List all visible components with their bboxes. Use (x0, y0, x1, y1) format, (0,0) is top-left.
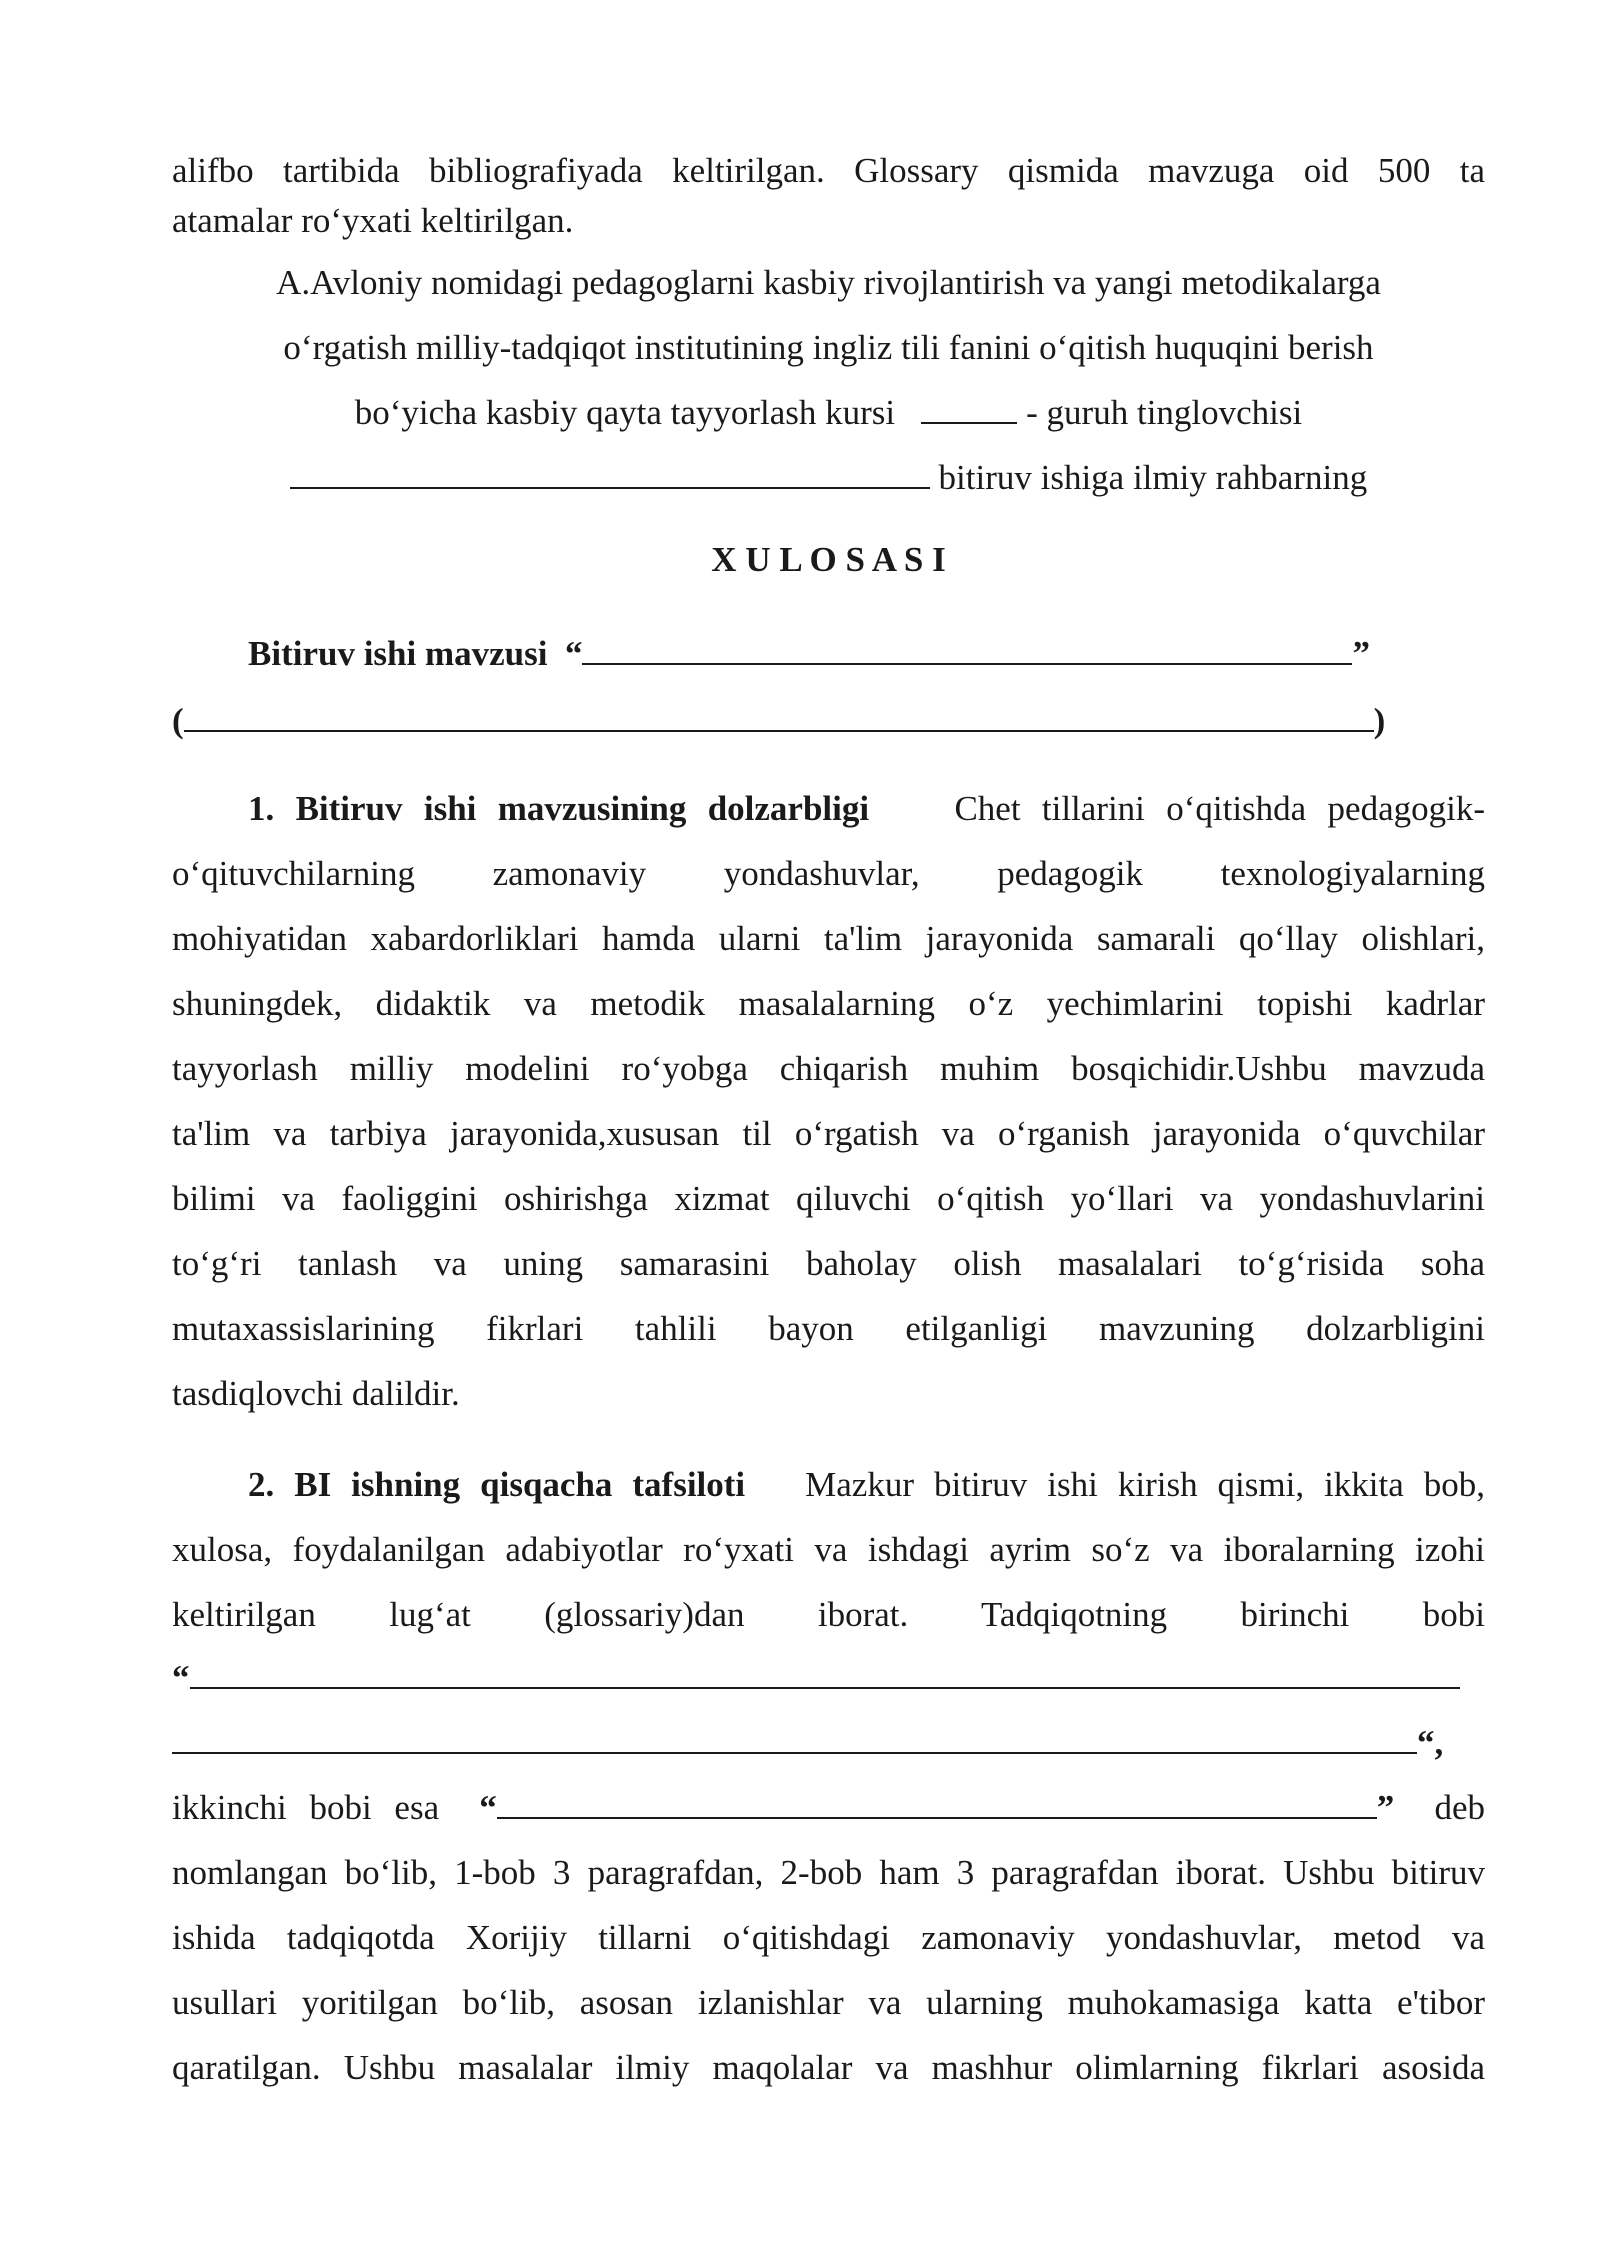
section-2-rest-line-3: usullari yoritilgan bo‘lib, asosan izlanishlar va ularning muhokamasiga katta e'tibor (172, 1983, 1485, 2022)
section-1-line-10: tasdiqlovchi dalildir. (172, 1374, 460, 1413)
chapter1-title-line-2 (172, 1717, 1443, 1768)
intro-line-2: atamalar ro‘yxati keltirilgan. (172, 201, 574, 240)
paren-close: ) (1373, 701, 1386, 740)
section-1-heading: 1. Bitiruv ishi mavzusining dolzarbligi (248, 789, 870, 828)
section-2-rest-line-2: ishida tadqiqotda Xorijiy tillarni o‘qitishdagi zamonaviy yondashuvlar, metod va (172, 1918, 1485, 1957)
chapter2-close-quote: ” (1376, 1788, 1395, 1827)
topic-close-quote: ” (1352, 634, 1370, 673)
chapter2-suffix: deb (1434, 1788, 1485, 1827)
topic-label: Bitiruv ishi mavzusi (248, 634, 548, 673)
chapter1-open-quote: “ (172, 1658, 190, 1697)
section-1-line-7: bilimi va faoliggini oshirishga xizmat qiluvchi o‘qitish yo‘llari va yondashuvlarini (172, 1179, 1485, 1218)
section-1-relevance (172, 776, 1485, 1426)
institute-header (172, 250, 1485, 510)
course-text: bo‘yicha kasbiy qayta tayyorlash kursi (354, 393, 896, 432)
header-line-2: o‘rgatish milliy-tadqiqot institutining ingliz tili fanini o‘qitish huquqini berish (283, 328, 1374, 367)
chapter1-title-blank-2[interactable] (172, 1717, 1417, 1754)
section-2-rest-line-1: nomlangan bo‘lib, 1-bob 3 paragrafdan, 2-bob ham 3 paragrafdan iborat. Ushbu bitiruv (172, 1853, 1485, 1892)
chapter2-title-blank[interactable] (497, 1782, 1377, 1819)
intro-paragraph (172, 146, 1485, 246)
chapter2-title-line (172, 1782, 1485, 1833)
supervisor-text: bitiruv ishiga ilmiy rahbarning (938, 458, 1368, 497)
section-2-rest-line-4: qaratilgan. Ushbu masalalar ilmiy maqolalar va mashhur olimlarning fikrlari asosida (172, 2048, 1485, 2087)
document-title: X U L O S A S I (711, 540, 946, 579)
topic-english-title-blank[interactable] (184, 695, 1374, 732)
group-number-blank[interactable] (921, 387, 1017, 424)
intro-line-1: alifbo tartibida bibliografiyada keltirilgan. Glossary qismida mavzuga oid 500 ta (172, 151, 1485, 190)
group-listener-text: - guruh tinglovchisi (1026, 393, 1303, 432)
chapter1-title-line-1 (172, 1652, 1460, 1703)
supervisor-name-blank[interactable] (290, 452, 930, 489)
section-2-line-3: keltirilgan lug‘at (glossariy)dan iborat. Tadqiqotning birinchi bobi (172, 1595, 1485, 1634)
chapter1-title-blank-1[interactable] (190, 1652, 1460, 1689)
header-line-3 (172, 380, 1485, 445)
section-2-line-1 (172, 1452, 1485, 1517)
header-line-4 (172, 445, 1485, 510)
header-line-1: A.Avloniy nomidagi pedagoglarni kasbiy rivojlantirish va yangi metodikalarga (276, 263, 1381, 302)
section-1-line-4: shuningdek, didaktik va metodik masalalarning o‘z yechimlarini topishi kadrlar (172, 984, 1485, 1023)
section-1-line-5: tayyorlash milliy modelini ro‘yobga chiqarish muhim bosqichidir.Ushbu mavzuda (172, 1049, 1485, 1088)
topic-title-blank[interactable] (582, 628, 1352, 665)
section-2-text-1: Mazkur bitiruv ishi kirish qismi, ikkita bob, (805, 1465, 1486, 1504)
section-2-summary (172, 1452, 1485, 1647)
chapter2-open-quote: “ (479, 1788, 497, 1827)
topic-line (248, 628, 1370, 679)
section-1-line-8: to‘g‘ri tanlash va uning samarasini baholay olish masalalari to‘g‘risida soha (172, 1244, 1485, 1283)
chapter2-title-field (479, 1782, 1394, 1833)
section-1-line-6: ta'lim va tarbiya jarayonida,xususan til o‘rgatish va o‘rganish jarayonida o‘quvchilar (172, 1114, 1485, 1153)
topic-paren-line (172, 695, 1385, 746)
paren-open: ( (172, 701, 184, 740)
section-2-heading: 2. BI ishning qisqacha tafsiloti (248, 1465, 746, 1504)
chapter2-label: ikkinchi bobi esa (172, 1788, 440, 1827)
section-1-line-3: mohiyatidan xabardorliklari hamda ularni ta'lim jarayonida samarali qo‘llay olishlari, (172, 919, 1485, 958)
section-1-line-1 (172, 776, 1485, 841)
section-1-line-2: o‘qituvchilarning zamonaviy yondashuvlar, pedagogik texnologiyalarning (172, 854, 1485, 893)
section-1-text-0: Chet tillarini o‘qitishda pedagogik- (954, 789, 1485, 828)
topic-open-quote: “ (564, 634, 583, 673)
section-1-line-9: mutaxassislarining fikrlari tahlili bayon etilganligi mavzuning dolzarbligini (172, 1309, 1485, 1348)
section-2-continued (172, 1840, 1485, 2100)
section-2-line-2: xulosa, foydalanilgan adabiyotlar ro‘yxati va ishdagi ayrim so‘z va iboralarning izohi (172, 1530, 1485, 1569)
chapter1-close-quote: “, (1417, 1723, 1444, 1762)
